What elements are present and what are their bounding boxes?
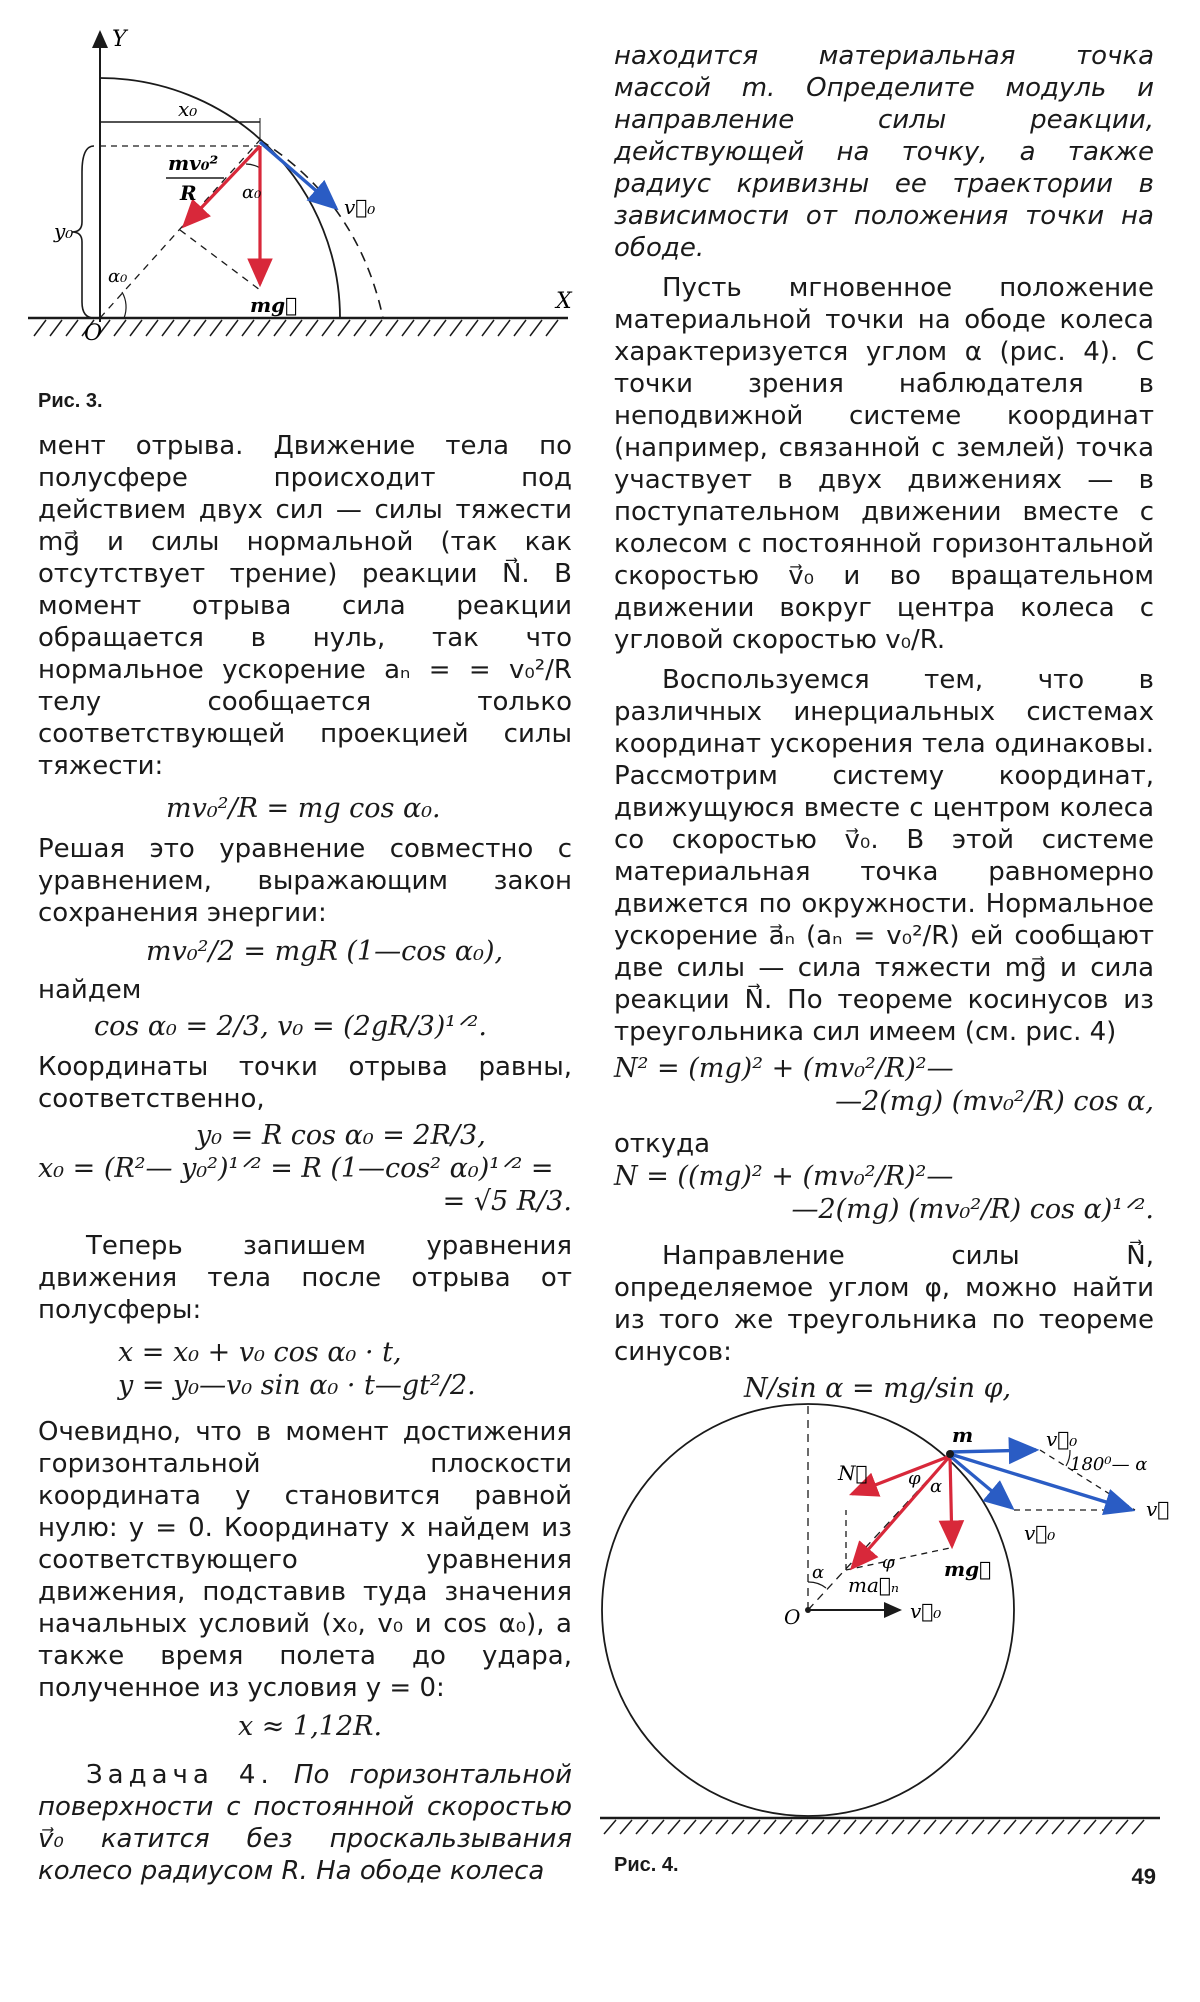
task-label: Задача 4. xyxy=(86,1760,274,1790)
right-column xyxy=(614,40,1154,1405)
fig3-alpha-top: α₀ xyxy=(242,182,262,203)
figure-4 xyxy=(600,1386,1180,1846)
task-text: По горизонтальной поверхности с постоянной скоростью v⃗₀ катится без проскальзывания колесо радиусом R. На ободе колеса xyxy=(38,1760,573,1886)
fig4-m-label: m xyxy=(952,1423,974,1447)
right-paragraph-1: Пусть мгновенное положение материальной точки на ободе колеса характеризуется углом α (рис. 4). С точки зрения наблюдателя в неподвижной системе координат (например, связанной с землей) точка участвует в двух движениях — в поступательном движении вместе с колесом с постоянной горизонтальной скоростью v⃗₀ и во вращательном движении вокруг центра колеса с угловой скоростью v₀/R. xyxy=(614,273,1154,655)
task-4 xyxy=(38,1759,572,1887)
fig4-phi-2: φ xyxy=(882,1552,895,1573)
fig4-v-label: v⃗ xyxy=(1146,1497,1170,1521)
fig4-v0-side: v⃗₀ xyxy=(1024,1521,1056,1545)
fig4-v0-center: v⃗₀ xyxy=(910,1599,942,1623)
right-equation-2a: N = ((mg)² + (mv₀²/R)²— xyxy=(614,1161,954,1192)
left-paragraph-3: найдем xyxy=(38,975,142,1005)
figure-4-caption: Рис. 4. xyxy=(614,1854,679,1876)
right-equation-1a: N² = (mg)² + (mv₀²/R)²— xyxy=(614,1053,954,1084)
left-equation-5b: y = y₀—v₀ sin α₀ · t—gt²/2. xyxy=(118,1370,476,1401)
left-equation-6: x ≈ 1,12R. xyxy=(238,1711,383,1742)
fig4-mg-label: mg⃗ xyxy=(944,1557,992,1581)
fig3-y-label: Y xyxy=(112,27,127,52)
left-paragraph-5: Теперь запишем уравнения движения тела после отрыва от полусферы: xyxy=(38,1231,572,1325)
fig4-angle-label: 180⁰— α xyxy=(1070,1454,1148,1475)
fig3-y0-label: y₀ xyxy=(54,219,74,243)
right-paragraph-2: Воспользуемся тем, что в различных инерциальных системах координат ускорения тела одинаковы. Рассмотрим систему координат, движущуюся вместе с центром колеса со скоростью v⃗₀. В этой системе материальная точка равномерно движется по окружности. Нормальное ускорение a⃗ₙ (aₙ = v₀²/R) ей сообщают две силы — сила тяжести mg⃗ и сила реакции N⃗. По теореме косинусов из треугольника сил имеем (см. рис. 4) xyxy=(614,665,1154,1047)
fig4-n-label: N⃗ xyxy=(838,1461,868,1485)
fig3-x0-label: x₀ xyxy=(178,97,198,121)
page-number: 49 xyxy=(1131,1864,1156,1889)
left-column xyxy=(38,430,572,1887)
fig4-phi-1: φ xyxy=(908,1468,921,1489)
right-paragraph-4: Направление силы N⃗, определяемое углом φ, можно найти из того же треугольника по теореме синусов: xyxy=(614,1241,1154,1367)
fig4-origin-label: O xyxy=(784,1605,801,1629)
left-equation-1: mv₀²/R = mg cos α₀. xyxy=(166,793,441,824)
figure-3 xyxy=(28,22,588,342)
fig3-velocity-label: v⃗₀ xyxy=(344,195,376,219)
left-equation-4c: = √5 R/3. xyxy=(442,1186,572,1217)
left-equation-4a: y₀ = R cos α₀ = 2R/3, xyxy=(196,1120,486,1151)
fig4-alpha-2: α xyxy=(812,1562,825,1583)
fig3-alpha-bottom: α₀ xyxy=(108,266,128,287)
left-equation-4b: x₀ = (R²— y₀²)¹ᐟ² = R (1—cos² α₀)¹ᐟ² = xyxy=(38,1153,554,1184)
fig3-force-num: mv₀² xyxy=(168,151,219,175)
right-equation-2b: —2(mg) (mv₀²/R) cos α)¹ᐟ². xyxy=(791,1194,1154,1225)
left-paragraph-1: мент отрыва. Движение тела по полусфере происходит под действием двух сил — силы тяжести mg⃗ и силы нормальной (так как отсутствует трение) реакции N⃗. В момент отрыва сила реакции обращается в нуль, так что нормальное ускорение aₙ = = v₀²/R телу сообщается только соответствующей проекцией силы тяжести: xyxy=(38,431,572,781)
left-paragraph-6: Очевидно, что в момент достижения горизонтальной плоскости координата y становится равной нулю: y = 0. Координату x найдем из соответствующего уравнения движения, подставив туда значения начальных условий (x₀, v₀ и cos α₀), а также время полета до удара, полученное из условия y = 0: xyxy=(38,1417,572,1703)
fig3-origin-label: O xyxy=(84,321,103,342)
fig3-x-label: X xyxy=(556,289,572,314)
left-equation-3: cos α₀ = 2/3, v₀ = (2gR/3)¹ᐟ². xyxy=(94,1011,487,1042)
figure-3-caption: Рис. 3. xyxy=(38,390,103,412)
left-paragraph-2: Решая это уравнение совместно с уравнением, выражающим закон сохранения энергии: xyxy=(38,834,572,928)
fig4-alpha-1: α xyxy=(930,1476,943,1497)
fig4-man-label: ma⃗ₙ xyxy=(848,1573,899,1597)
left-paragraph-4: Координаты точки отрыва равны, соответственно, xyxy=(38,1052,572,1114)
right-paragraph-3: откуда xyxy=(614,1129,711,1159)
fig4-v0-top: v⃗₀ xyxy=(1046,1427,1078,1451)
right-equation-1b: —2(mg) (mv₀²/R) cos α, xyxy=(835,1086,1154,1117)
right-paragraph-0: находится материальная точка массой m. Определите модуль и направление силы реакции, действующей на точку, а также радиус кривизны ее траектории в зависимости от положения точки на ободе. xyxy=(614,41,1154,263)
left-equation-5a: x = x₀ + v₀ cos α₀ · t, xyxy=(118,1337,402,1368)
right-equation-3: N/sin α = mg/sin φ, xyxy=(744,1373,1012,1404)
left-equation-2: mv₀²/2 = mgR (1—cos α₀), xyxy=(146,936,504,967)
fig3-weight-label: mg⃗ xyxy=(250,293,298,317)
fig3-force-den: R xyxy=(180,181,197,205)
